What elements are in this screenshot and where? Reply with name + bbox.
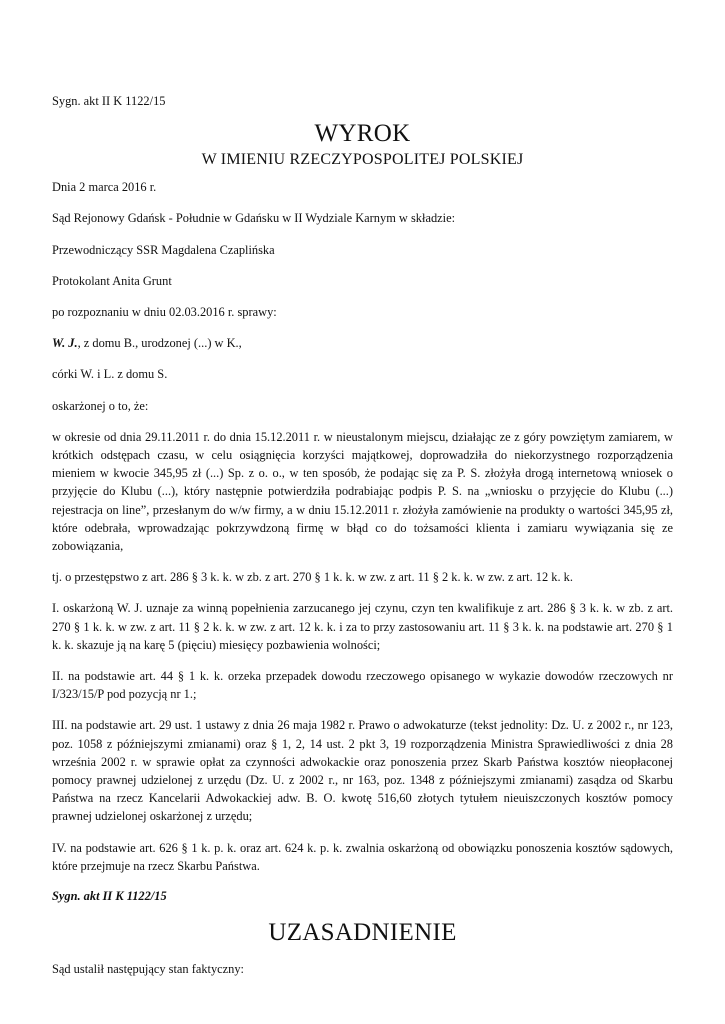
- case-number-justification: Sygn. akt II K 1122/15: [52, 889, 167, 904]
- charge-description: w okresie od dnia 29.11.2011 r. do dnia 15.12.2011 r. w nieustalonym miejscu, działając ze z góry powziętym zamiarem, w krótkich odstępach czasu, w celu osiągnięcia korzyści majątkowej, doprowadziła do niekorzystnego rozporządzenia mieniem w kwocie 345,95 zł (...) Sp. z o. o., w ten sposób, że podając się za P. S. złożyła drogą internetową wniosek o przyjęcie do Klubu (...), który następnie potwierdziła podrabiając podpis P. S. na „wniosku o przyjęcie do Klubu (...) rejestracja on line”, przesłanym do w/w firmy, a w dniu 15.12.2011 r. złożyła zamówienie na produkty o wartości 345,95 zł, które odebrała, wprowadzając pokrzywdzoną firmę w błąd co do tożsamości klienta i zamiaru wywiązania się ze zobowiązania,: [52, 429, 673, 554]
- verdict-point-1: I. oskarżoną W. J. uznaje za winną popełnienia zarzucanego jej czynu, czyn ten kwalifikuje z art. 286 § 3 k. k. w zb. z art. 270 § 1 k. k. w zw. z art. 11 § 2 k. k. w zw. z art. 12 k. k. i za to przy zastosowaniu art. 11 § 3 k. k. na podstawie art. 270 § 1 k. k. skazuje ją na karę 5 (pięciu) miesięcy pozbawienia wolności;: [52, 601, 673, 652]
- defendant-name: W. J.: [52, 336, 78, 351]
- hearing-line: po rozpoznaniu w dniu 02.03.2016 r. sprawy:: [52, 305, 277, 320]
- judgment-date: Dnia 2 marca 2016 r.: [52, 180, 157, 195]
- clerk: Protokolant Anita Grunt: [52, 273, 172, 288]
- defendant-parents: córki W. i L. z domu S.: [52, 367, 168, 382]
- court-composition: Sąd Rejonowy Gdańsk - Południe w Gdańsku w II Wydziale Karnym w składzie:: [52, 211, 456, 226]
- defendant-line: [52, 334, 673, 352]
- presiding-judge: Przewodniczący SSR Magdalena Czaplińska: [52, 242, 275, 257]
- justification-title: UZASADNIENIE: [268, 919, 457, 947]
- verdict-point-2: II. na podstawie art. 44 § 1 k. k. orzeka przepadek dowodu rzeczowego opisanego w wykazie dowodów rzeczowych nr I/323/15/P pod pozycją nr 1.;: [52, 669, 673, 702]
- charged-line: oskarżonej o to, że:: [52, 398, 149, 413]
- legal-qualification: tj. o przestępstwo z art. 286 § 3 k. k. w zb. z art. 270 § 1 k. k. w zw. z art. 11 § 2 k. k. w zw. z art. 12 k. k.: [52, 570, 573, 585]
- case-number: Sygn. akt II K 1122/15: [52, 94, 166, 108]
- judgment-title: WYROK: [314, 120, 411, 148]
- defendant-details: , z domu B., urodzonej (...) w K.,: [77, 336, 242, 351]
- verdict-point-3: III. na podstawie art. 29 ust. 1 ustawy z dnia 26 maja 1982 r. Prawo o adwokaturze (tekst jednolity: Dz. U. z 2002 r., nr 123, poz. 1058 z późniejszymi zmianami) oraz § 1, 2, 14 ust. 2 pkt 3, 19 rozporządzenia Ministra Sprawiedliwości z dnia 28 września 2002 r. w sprawie opłat za czynności adwokackie oraz ponoszenia przez Skarb Państwa kosztów nieopłaconej pomocy prawnej udzielonej z urzędu (Dz. U. z 2002 r., nr 163, poz. 1348 z późniejszymi zmianami) zasądza od Skarbu Państwa na rzecz Kancelarii Adwokackiej adw. B. O. kwotę 516,60 złotych tytułem nieuiszczonych kosztów pomocy prawnej udzielonej oskarżonej z urzędu;: [52, 718, 673, 824]
- document-page: [52, 88, 673, 979]
- verdict-point-4: IV. na podstawie art. 626 § 1 k. p. k. oraz art. 624 k. p. k. zwalnia oskarżoną od obowiązku ponoszenia kosztów sądowych, które przejmuje na rzecz Skarbu Państwa.: [52, 840, 673, 873]
- facts-intro: Sąd ustalił następujący stan faktyczny:: [52, 962, 245, 977]
- judgment-subtitle: W IMIENIU RZECZYPOSPOLITEJ POLSKIEJ: [201, 151, 524, 169]
